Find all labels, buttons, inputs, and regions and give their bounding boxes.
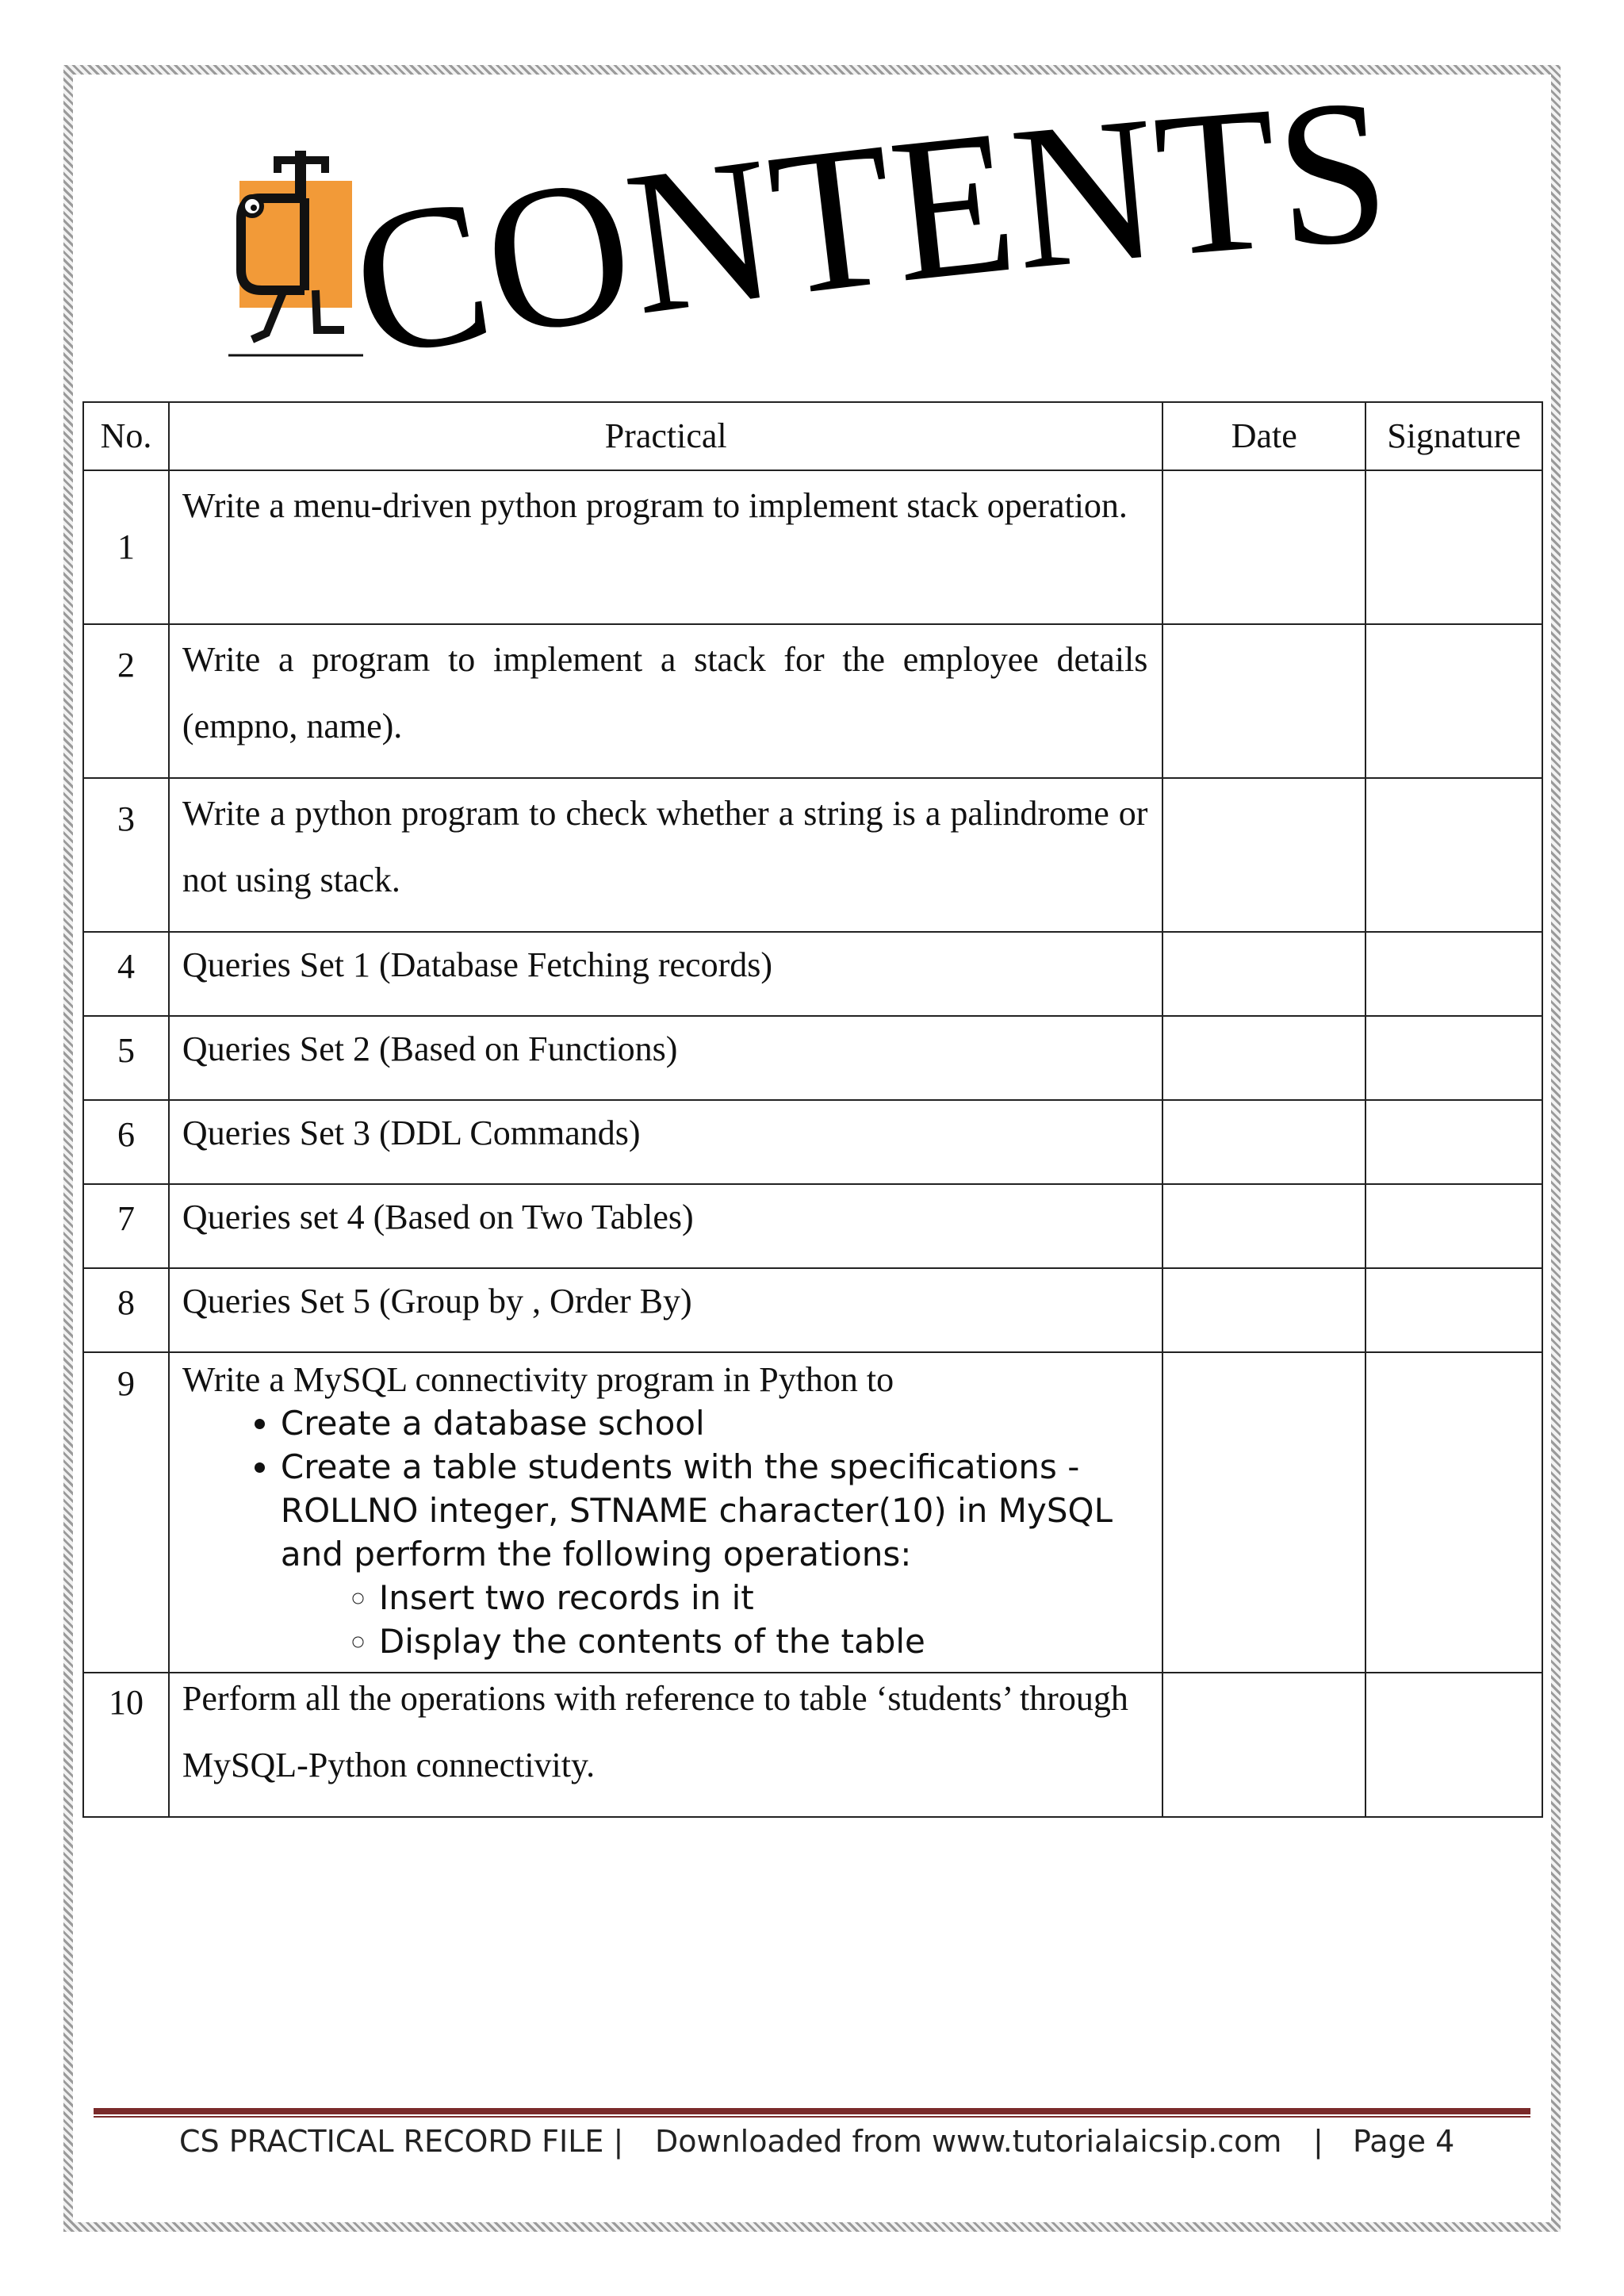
contents-table	[82, 401, 1543, 1818]
table-row	[83, 624, 1542, 778]
row-signature	[1365, 624, 1542, 778]
row-number: 6	[83, 1100, 169, 1184]
header-no: No.	[83, 402, 169, 470]
table-row	[83, 1016, 1542, 1100]
page-title-text: CONTENTS	[338, 55, 1400, 401]
row-practical: Queries set 4 (Based on Two Tables)	[169, 1184, 1162, 1268]
table-row	[83, 1184, 1542, 1268]
row-number: 7	[83, 1184, 169, 1268]
table-header-row	[83, 402, 1542, 470]
footer-rule	[94, 2108, 1530, 2114]
row-signature	[1365, 778, 1542, 932]
table-row	[83, 1352, 1542, 1673]
row-practical: Write a program to implement a stack for the employee details (empno, name).	[182, 640, 1148, 746]
table-row	[83, 778, 1542, 932]
row-practical: Queries Set 5 (Group by , Order By)	[169, 1268, 1162, 1352]
table-row	[83, 932, 1542, 1016]
header-practical: Practical	[169, 402, 1162, 470]
row-date	[1162, 1100, 1365, 1184]
row-signature	[1365, 932, 1542, 1016]
list-item: • Create a database school	[281, 1401, 1147, 1445]
page-number: Page 4	[1353, 2124, 1455, 2159]
sub-bullet-list	[281, 1576, 1147, 1663]
row-practical: Write a python program to check whether a string is a palindrome or not using stack.	[182, 794, 1148, 899]
row-date	[1162, 1268, 1365, 1352]
row-date	[1162, 624, 1365, 778]
page-title	[338, 55, 1408, 401]
row-number: 10	[83, 1673, 169, 1817]
table-row	[83, 470, 1542, 624]
bullet-list	[182, 1401, 1147, 1663]
row-number: 8	[83, 1268, 169, 1352]
table-row	[83, 1268, 1542, 1352]
row-signature	[1365, 1016, 1542, 1100]
row-date	[1162, 1184, 1365, 1268]
row-practical: Queries Set 1 (Database Fetching records)	[169, 932, 1162, 1016]
table-row	[83, 1673, 1542, 1817]
row-date	[1162, 1352, 1365, 1673]
row-signature	[1365, 1352, 1542, 1673]
footer-rule-thin	[94, 2116, 1530, 2118]
row-practical: Write a MySQL connectivity program in Python to	[182, 1360, 894, 1399]
header-date: Date	[1162, 402, 1365, 470]
row-number: 5	[83, 1016, 169, 1100]
row-practical: Perform all the operations with reference to table ‘students’ through MySQL-Python connectivity.	[182, 1679, 1128, 1784]
header-signature: Signature	[1365, 402, 1542, 470]
row-date	[1162, 1016, 1365, 1100]
row-number: 4	[83, 932, 169, 1016]
row-practical: Write a menu-driven python program to implement stack operation.	[182, 486, 1128, 525]
row-date	[1162, 778, 1365, 932]
list-item: ◦ Insert two records in it	[379, 1576, 1147, 1619]
row-date	[1162, 1673, 1365, 1817]
row-practical: Queries Set 2 (Based on Functions)	[169, 1016, 1162, 1100]
row-signature	[1365, 1673, 1542, 1817]
row-number: 2	[83, 624, 169, 778]
table-row	[83, 1100, 1542, 1184]
row-number: 3	[83, 778, 169, 932]
footer-left: CS PRACTICAL RECORD FILE |	[179, 2124, 624, 2159]
list-item: ◦ Display the contents of the table	[379, 1619, 1147, 1663]
footer-separator: |	[1313, 2124, 1323, 2159]
row-number: 9	[83, 1352, 169, 1673]
row-date	[1162, 470, 1365, 624]
row-signature	[1365, 470, 1542, 624]
list-item: • Create a table students with the specifications - ROLLNO integer, STNAME character(10) in MySQL and perform the following operations: ◦ Insert two records in it ◦ Display the contents of the table	[281, 1445, 1147, 1663]
row-signature	[1365, 1268, 1542, 1352]
row-practical: Queries Set 3 (DDL Commands)	[169, 1100, 1162, 1184]
footer-source: Downloaded from www.tutorialaicsip.com	[655, 2124, 1282, 2159]
row-number: 1	[83, 470, 169, 624]
row-date	[1162, 932, 1365, 1016]
row-signature	[1365, 1184, 1542, 1268]
row-signature	[1365, 1100, 1542, 1184]
